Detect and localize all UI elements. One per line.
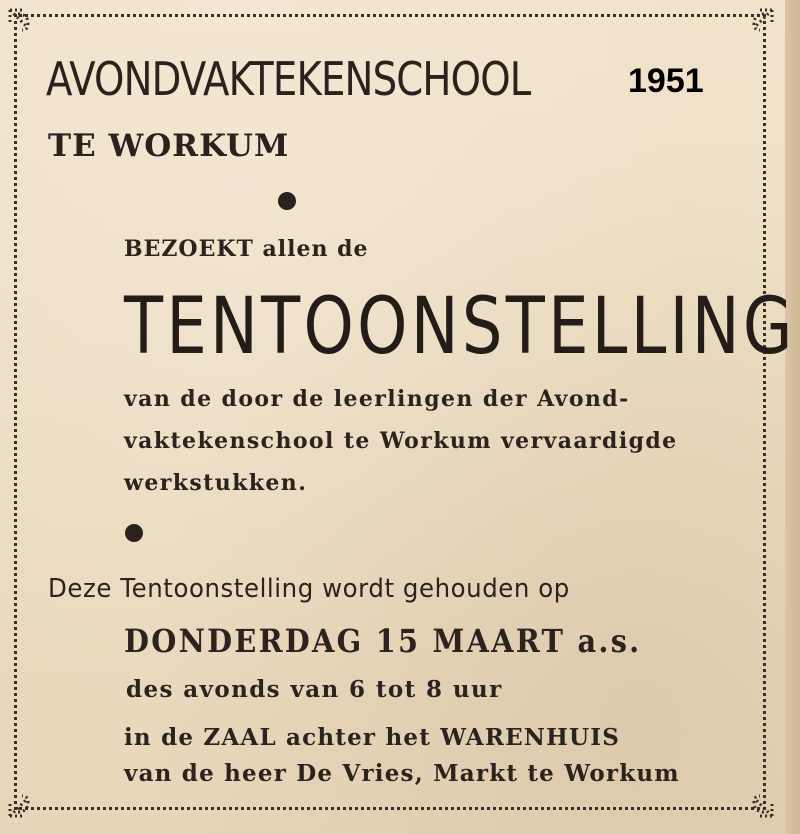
description-line-1: van de door de leerlingen der Avond-	[124, 386, 630, 412]
description-line-2: vaktekenschool te Workum vervaardigde	[124, 428, 678, 454]
description-line-3: werkstukken.	[124, 470, 308, 496]
corner-ornament-icon	[4, 4, 44, 44]
corner-ornament-icon	[4, 782, 44, 822]
notice-line: Deze Tentoonstelling wordt gehouden op	[48, 574, 570, 604]
year-label: 1951	[628, 62, 704, 100]
exhibition-headline: TENTOONSTELLING	[124, 282, 796, 372]
venue-line-1: in de ZAAL achter het WARENHUIS	[124, 724, 621, 751]
intro-line: BEZOEKT allen de	[124, 236, 369, 262]
bullet-dot-icon	[278, 192, 296, 210]
page-edge	[785, 0, 800, 834]
bullet-dot-icon	[125, 524, 143, 542]
school-name-heading: AVONDVAKTEKENSCHOOL	[46, 52, 531, 106]
event-time: des avonds van 6 tot 8 uur	[126, 676, 503, 703]
corner-ornament-icon	[738, 4, 778, 44]
corner-ornament-icon	[738, 782, 778, 822]
venue-line-2: van de heer De Vries, Markt te Workum	[124, 760, 680, 787]
location-subtitle: TE WORKUM	[48, 128, 290, 164]
event-date: DONDERDAG 15 MAART a.s.	[124, 622, 642, 660]
